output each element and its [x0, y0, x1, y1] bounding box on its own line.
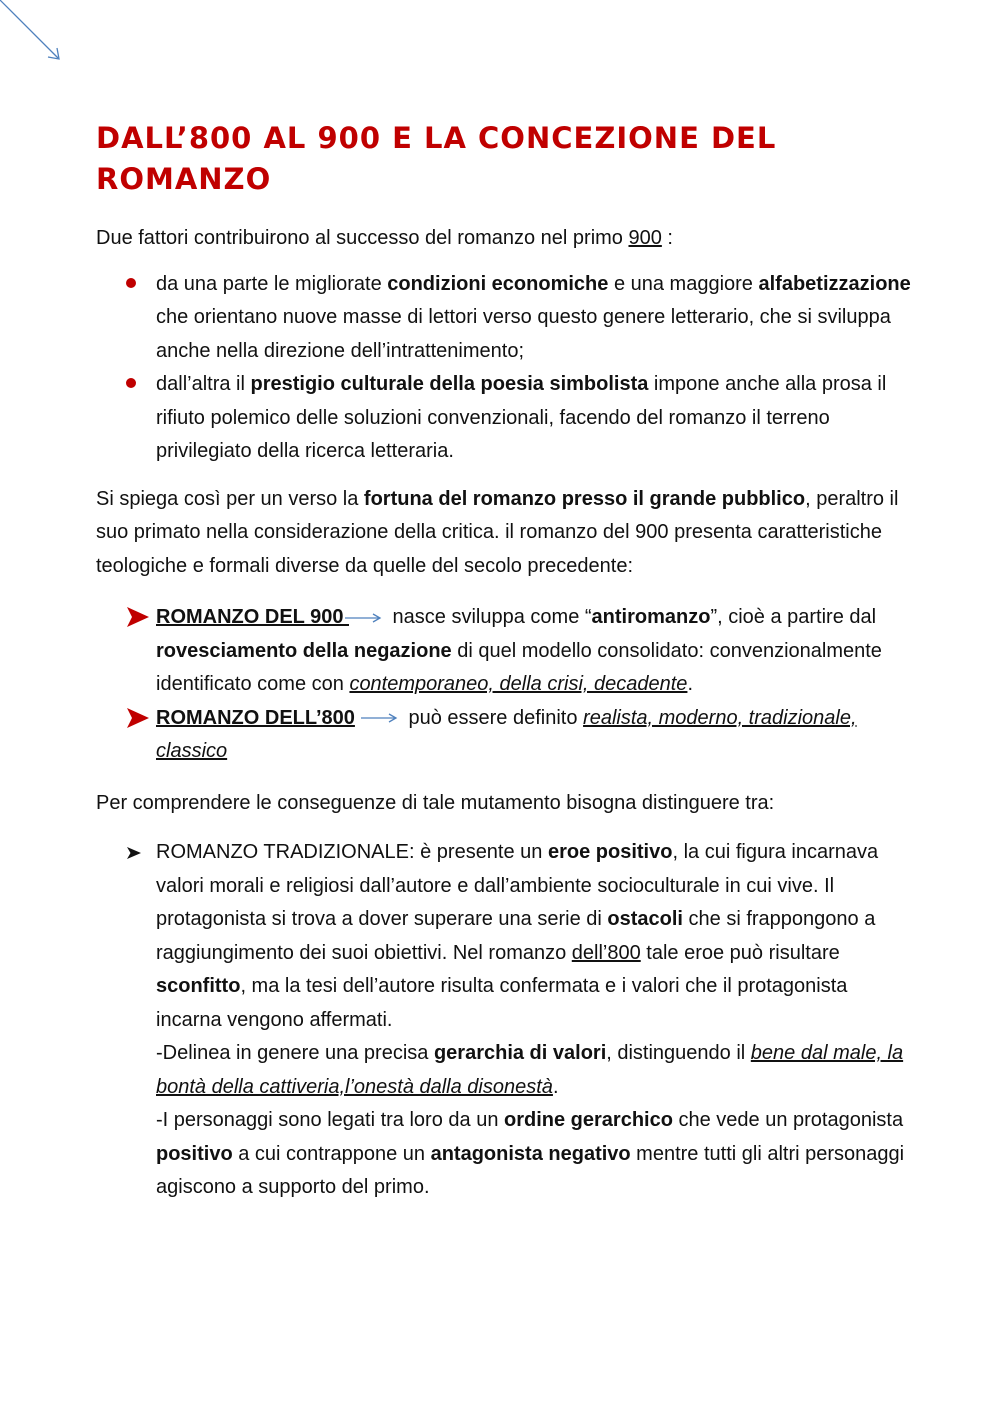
text: mentre tutti gli altri personaggi agiscono a supporto del primo. [156, 1142, 905, 1198]
list-item [96, 601, 916, 702]
bold-text: eroe positivo [547, 841, 673, 863]
text: che vede un protagonista [672, 1109, 904, 1131]
text: che si frappongono a raggiungimento dei suoi obiettivi. Nel romanzo [156, 908, 876, 964]
bold-text: ordine gerarchico [504, 1109, 673, 1131]
bold-text: ostacoli [607, 908, 683, 930]
right-arrow-icon [345, 611, 383, 625]
text: . [687, 673, 693, 695]
text: Si spiega così per un verso la [96, 487, 364, 510]
text: da una parte le migliorate [156, 272, 388, 295]
list-item [96, 702, 916, 769]
intro-underlined: 900 [628, 227, 662, 249]
text: -Delinea in genere una precisa [156, 1042, 434, 1064]
list-item [96, 268, 916, 369]
bullet-dot-icon [126, 278, 136, 288]
list-item [96, 368, 916, 469]
text: può essere definito [402, 706, 584, 729]
heading-romanzo-900: ROMANZO DEL 900 [156, 606, 349, 628]
bullet-list [96, 268, 916, 469]
text: impone anche alla prosa il rifiuto polemico delle soluzioni convenzionali, facendo del romanzo il terreno privilegiato della ricerca letteraria. [156, 373, 887, 462]
bold-text: gerarchia di valori [433, 1042, 607, 1064]
text: , peraltro il suo primato nella considerazione della critica. il romanzo del 900 presenta caratteristiche teologiche e formali diverse da quelle del secolo precedente: [96, 487, 899, 577]
text: a cui contrappone un [232, 1142, 431, 1165]
arrowhead-bullet-icon [126, 707, 150, 729]
text: e una maggiore [608, 272, 759, 295]
text: . [552, 1075, 559, 1098]
italic-underlined-text: contemporaneo, della crisi, decadente [349, 673, 688, 695]
text: , distinguendo il [606, 1042, 751, 1064]
text: che orientano nuove masse di lettori verso questo genere letterario, che si sviluppa anche nella direzione dell’intrattenimento; [156, 306, 891, 362]
document-page [96, 118, 916, 1219]
bold-text: antiromanzo [591, 606, 711, 628]
underlined-text: dell’800 [571, 941, 641, 964]
chevron-bullet-icon [126, 846, 142, 860]
text: , ma la tesi dell’autore risulta confermata e i valori che il protagonista incarna vengono affermati. [156, 975, 848, 1031]
arrow-list [96, 601, 916, 769]
text: nasce sviluppa come “ [387, 606, 592, 628]
list-item [96, 836, 916, 1205]
text: tale eroe può risultare [640, 941, 840, 964]
bold-text: prestigio culturale della poesia simbolista [250, 373, 649, 395]
intro-text-end: : [661, 227, 673, 249]
italic-underlined-text: realista, moderno, tradizionale, classico [156, 706, 857, 762]
chevron-list [96, 836, 916, 1205]
text: ROMANZO TRADIZIONALE: è presente un [156, 841, 548, 863]
corner-arrow-icon [0, 0, 70, 70]
intro-text: Due fattori contribuirono al successo del romanzo nel primo [96, 227, 629, 249]
text: dall’altra il [156, 373, 251, 395]
bullet-dot-icon [126, 378, 136, 388]
bold-text: rovesciamento della negazione [156, 639, 452, 662]
right-arrow-icon [361, 711, 399, 725]
intro-paragraph [96, 222, 916, 256]
bold-text: condizioni economiche [387, 272, 609, 295]
bold-text: alfabetizzazione [758, 272, 911, 295]
bold-text: antagonista negativo [430, 1142, 631, 1165]
text: di quel modello consolidato: convenzionalmente identificato come con [156, 639, 882, 695]
italic-underlined-text: bene dal male, la bontà della cattiveria,l’onestà dalla disonestà [156, 1042, 904, 1098]
arrowhead-bullet-icon [126, 606, 150, 628]
text: -I personaggi sono legati tra loro da un [156, 1109, 504, 1131]
page-title: DALL’800 AL 900 E LA CONCEZIONE DEL ROMANZO [96, 121, 777, 196]
bold-text: positivo [156, 1142, 233, 1165]
text: , la cui figura incarnava valori morali e religiosi dall’autore e dall’ambiente socioculturale in cui vive. Il protagonista si trova a dover superare una serie di [156, 841, 879, 930]
body-paragraph: Per comprendere le conseguenze di tale mutamento bisogna distinguere tra: [96, 791, 775, 814]
bold-text: fortuna del romanzo presso il grande pubblico [363, 487, 806, 510]
heading-romanzo-800: ROMANZO DELL’800 [156, 706, 355, 729]
body-paragraph [96, 483, 916, 584]
text: ”, cioè a partire dal [710, 606, 877, 628]
bold-text: sconfitto [156, 975, 241, 997]
